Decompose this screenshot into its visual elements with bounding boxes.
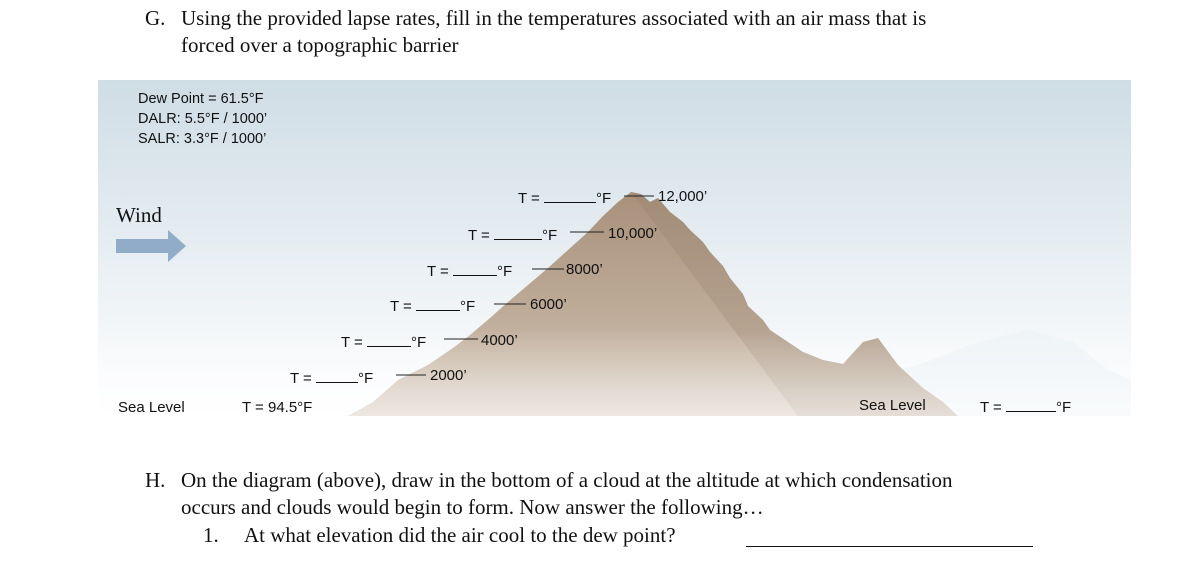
temp-prefix: T = xyxy=(341,334,363,351)
temp-blank-8000[interactable] xyxy=(453,261,497,276)
altitude-6000: 6000’ xyxy=(530,296,567,313)
temp-prefix: T = xyxy=(290,370,312,387)
degree-unit: °F xyxy=(1056,399,1072,416)
temp-prefix: T = xyxy=(390,298,412,315)
wind-label: Wind xyxy=(116,203,162,227)
temp-blank-sea-level-right[interactable] xyxy=(1006,397,1056,412)
degree-unit: °F xyxy=(596,190,612,207)
temp-row-4000 xyxy=(341,332,426,352)
answer-blank-h1[interactable] xyxy=(746,530,1033,547)
temp-blank-2000[interactable] xyxy=(316,368,358,383)
dew-point-label: Dew Point = 61.5°F xyxy=(138,91,264,107)
question-h-line1: On the diagram (above), draw in the bottom of a cloud at the altitude at which condensation xyxy=(181,468,953,492)
altitude-12000: 12,000’ xyxy=(658,188,708,205)
temp-prefix: T = xyxy=(980,399,1002,416)
dalr-label: DALR: 5.5°F / 1000’ xyxy=(138,111,268,127)
temp-row-12000 xyxy=(518,188,611,208)
degree-unit: °F xyxy=(542,227,558,244)
salr-label: SALR: 3.3°F / 1000’ xyxy=(138,131,267,147)
altitude-8000: 8000’ xyxy=(566,261,603,278)
temp-blank-10000[interactable] xyxy=(494,225,542,240)
temp-blank-4000[interactable] xyxy=(367,332,411,347)
temp-blank-12000[interactable] xyxy=(544,188,596,203)
question-h-letter: H. xyxy=(145,468,166,492)
temp-blank-6000[interactable] xyxy=(416,296,460,311)
sea-level-right-label: Sea Level xyxy=(859,397,926,414)
temp-row-2000 xyxy=(290,368,373,388)
question-g-letter: G. xyxy=(145,6,166,30)
degree-unit: °F xyxy=(411,334,427,351)
altitude-2000: 2000’ xyxy=(430,367,467,384)
degree-unit: °F xyxy=(358,370,374,387)
altitude-10000: 10,000’ xyxy=(608,225,658,242)
temp-prefix: T = xyxy=(468,227,490,244)
temp-row-sea-level-right xyxy=(980,397,1071,416)
degree-unit: °F xyxy=(497,263,513,280)
question-h-line2: occurs and clouds would begin to form. Now answer the following… xyxy=(181,495,764,519)
question-h1-text: At what elevation did the air cool to the dew point? xyxy=(244,523,676,547)
temp-prefix: T = xyxy=(427,263,449,280)
altitude-4000: 4000’ xyxy=(481,332,518,349)
question-g-line1: Using the provided lapse rates, fill in the temperatures associated with an air mass that is xyxy=(181,6,927,30)
question-g-line2: forced over a topographic barrier xyxy=(181,33,459,57)
degree-unit: °F xyxy=(460,298,476,315)
temp-prefix: T = xyxy=(518,190,540,207)
sea-level-left-label: Sea Level xyxy=(118,399,185,416)
temp-row-10000 xyxy=(468,225,557,245)
question-h1-number: 1. xyxy=(203,523,219,547)
temp-row-8000 xyxy=(427,261,512,281)
mountain-diagram xyxy=(98,80,1131,416)
temp-row-6000 xyxy=(390,296,475,316)
sea-level-left-temp: T = 94.5°F xyxy=(242,399,313,416)
